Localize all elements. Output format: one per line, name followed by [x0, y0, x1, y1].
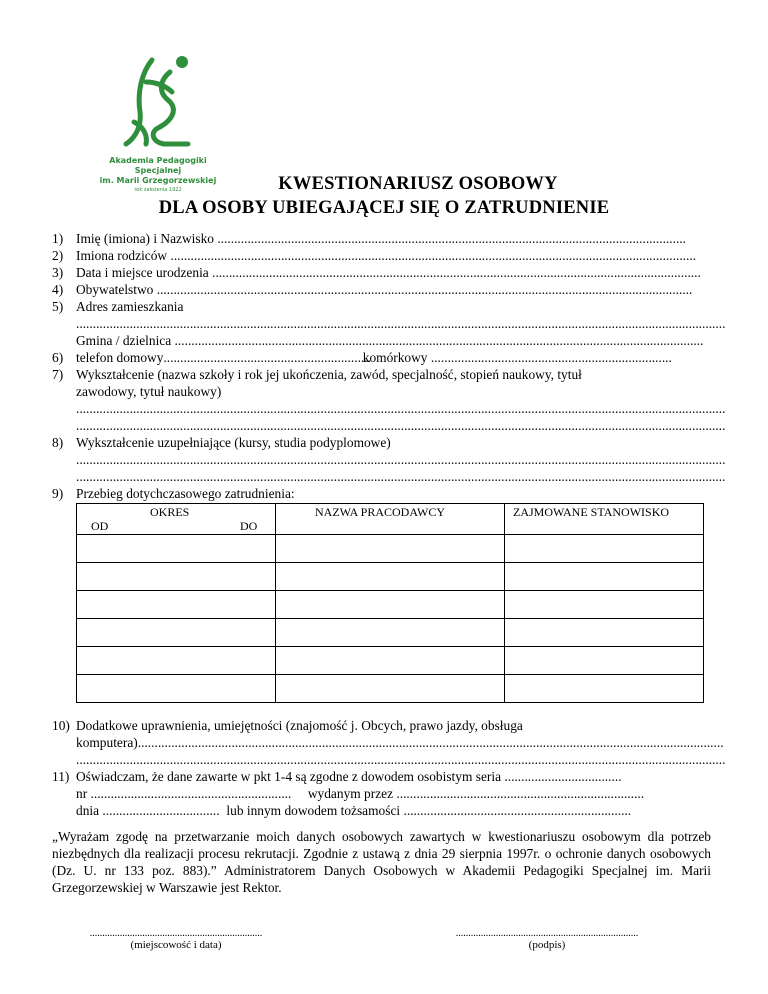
field-11-number: 11)	[52, 769, 70, 784]
phone-mobile-blank[interactable]: ........................................................................	[430, 350, 672, 365]
id-number-blank[interactable]: ............................................................	[90, 786, 292, 801]
field-8-number: 8)	[52, 435, 64, 450]
gmina-row[interactable]	[76, 333, 704, 349]
field-6-label: telefon domowy	[76, 350, 164, 365]
employer-cell[interactable]	[276, 591, 505, 619]
field-2-row[interactable]	[76, 248, 697, 264]
field-3-label: Data i miejsce urodzenia	[76, 265, 209, 280]
employer-cell[interactable]	[276, 675, 505, 703]
field-7-blank-1[interactable]: ..................................................................................................................................................................................................	[76, 401, 726, 416]
table-row	[77, 647, 704, 675]
field-11-row-2[interactable]	[76, 786, 660, 802]
position-cell[interactable]	[505, 619, 704, 647]
field-6-number: 6)	[52, 350, 64, 365]
okres-header: OKRES	[150, 505, 190, 519]
field-7-number: 7)	[52, 367, 64, 382]
position-cell[interactable]	[505, 535, 704, 563]
table-row	[77, 619, 704, 647]
field-7-label-1: Wykształcenie (nazwa szkoły i rok jej ukończenia, zawód, specjalność, stopień naukowy, tytuł	[76, 367, 582, 382]
employer-cell[interactable]	[276, 647, 505, 675]
field-8-label: Wykształcenie uzupełniające (kursy, studia podyplomowe)	[76, 435, 391, 450]
employer-header-cell	[276, 504, 505, 535]
field-5-number: 5)	[52, 299, 64, 314]
position-cell[interactable]	[505, 563, 704, 591]
field-11-row-3[interactable]	[76, 803, 645, 819]
consent-clause: „Wyrażam zgodę na przetwarzanie moich danych osobowych zawartych w kwestionariuszu osobowym dla potrzeb niezbędnych dla realizacji procesu rekrutacji. Zgodnie z ustawą z dnia 29 sierpnia 1997r. o ochronie danych osobowych (Dz. U. nr 133 poz. 883).” Administratorem Danych Osobowych w Akademii Pedagogiki Specjalnej im. Marii Grzegorzewskiej w Warszawie jest Rektor.	[52, 829, 711, 895]
issued-by-blank[interactable]: ..........................................................................	[396, 786, 645, 801]
field-3-blank[interactable]: ..................................................................................................................................................	[212, 265, 701, 280]
address-row[interactable]	[76, 316, 726, 332]
field-11-date-label: dnia	[76, 803, 100, 818]
field-2-label: Imiona rodziców	[76, 248, 168, 263]
employer-header: NAZWA PRACODAWCY	[315, 505, 446, 519]
period-cell[interactable]	[77, 535, 276, 563]
table-row	[77, 535, 704, 563]
employer-cell[interactable]	[276, 619, 505, 647]
field-11-row-1[interactable]	[76, 769, 628, 785]
field-10-label-2: komputera)	[76, 735, 138, 750]
signature-block[interactable]	[440, 928, 654, 951]
field-7-blank-2[interactable]: ..................................................................................................................................................................................................	[76, 418, 726, 433]
position-header-cell	[505, 504, 704, 535]
phone-home-blank[interactable]: ..............................................................	[163, 350, 371, 365]
field-10-blank-2[interactable]: ..................................................................................................................................................................................................	[76, 752, 726, 767]
field-9-label: Przebieg dotychczasowego zatrudnienia:	[76, 486, 295, 501]
position-cell[interactable]	[505, 647, 704, 675]
employer-cell[interactable]	[276, 563, 505, 591]
do-header: DO	[240, 519, 258, 533]
signature-line[interactable]: .........................................................................	[455, 928, 639, 939]
field-6-mobile-label: komórkowy	[362, 350, 428, 365]
employer-cell[interactable]	[276, 535, 505, 563]
logo-line-3: rok założenia 1922	[134, 187, 182, 193]
period-cell[interactable]	[77, 647, 276, 675]
other-id-blank[interactable]: ....................................................................	[403, 803, 632, 818]
field-11-other-id-label: lub innym dowodem tożsamości	[226, 803, 401, 818]
gmina-blank[interactable]: ..............................................................................................................................................................	[174, 333, 704, 348]
id-series-blank[interactable]: ...................................	[504, 769, 622, 784]
form-title-line-2: DLA OSOBY UBIEGAJĄCEJ SIĘ O ZATRUDNIENIE	[158, 198, 610, 218]
field-11-label-1: Oświadczam, że dane zawarte w pkt 1-4 są zgodne z dowodem osobistym seria	[76, 769, 502, 784]
position-cell[interactable]	[505, 591, 704, 619]
table-header-row	[77, 504, 704, 535]
place-date-signature[interactable]	[76, 928, 276, 951]
field-2-blank[interactable]: .............................................................................................................................................................	[170, 248, 697, 263]
place-date-line[interactable]: .....................................................................	[89, 928, 263, 939]
period-cell[interactable]	[77, 675, 276, 703]
field-1-blank[interactable]: ............................................................................................................................................	[217, 231, 686, 246]
address-blank[interactable]: ..................................................................................................................................................................................................	[76, 316, 726, 331]
field-10-number: 10)	[52, 718, 70, 733]
university-logo	[96, 52, 236, 193]
field-4-blank[interactable]: ................................................................................................................................................................	[156, 282, 693, 297]
period-header-cell	[77, 504, 276, 535]
position-cell[interactable]	[505, 675, 704, 703]
signature-label: (podpis)	[528, 939, 566, 951]
field-2-number: 2)	[52, 248, 64, 263]
field-1-label: Imię (imiona) i Nazwisko	[76, 231, 214, 246]
field-7-label-2: zawodowy, tytuł naukowy)	[76, 384, 222, 399]
field-1-row[interactable]	[76, 231, 686, 247]
gmina-label: Gmina / dzielnica	[76, 333, 172, 348]
field-4-label: Obywatelstwo	[76, 282, 154, 297]
field-8-blank-2[interactable]: ..................................................................................................................................................................................................	[76, 469, 726, 484]
period-cell[interactable]	[77, 563, 276, 591]
field-6-row[interactable]	[76, 350, 672, 366]
employment-table	[76, 503, 704, 703]
logo-line-1: Akademia Pedagogiki Specjalnej	[109, 156, 207, 175]
field-3-number: 3)	[52, 265, 64, 280]
field-4-row[interactable]	[76, 282, 693, 298]
period-cell[interactable]	[77, 619, 276, 647]
logo-line-2: im. Marii Grzegorzewskiej	[99, 176, 217, 185]
period-cell[interactable]	[77, 591, 276, 619]
field-10-label-1: Dodatkowe uprawnienia, umiejętności (znajomość j. Obcych, prawo jazdy, obsługa	[76, 718, 523, 733]
table-row	[77, 675, 704, 703]
field-1-number: 1)	[52, 231, 64, 246]
table-row	[77, 563, 704, 591]
position-header: ZAJMOWANE STANOWISKO	[513, 505, 670, 519]
field-8-blank-1[interactable]: ..................................................................................................................................................................................................	[76, 452, 726, 467]
table-row	[77, 591, 704, 619]
field-9-number: 9)	[52, 486, 64, 501]
figures-logo-icon	[112, 52, 204, 152]
field-4-number: 4)	[52, 282, 64, 297]
field-11-nr-label: nr	[76, 786, 88, 801]
place-date-label: (miejscowość i data)	[130, 939, 222, 951]
od-header: OD	[91, 519, 109, 533]
field-5-label: Adres zamieszkania	[76, 299, 184, 314]
field-11-issued-label: wydanym przez	[307, 786, 394, 801]
issue-date-blank[interactable]: ...................................	[102, 803, 220, 818]
field-10-row[interactable]	[76, 735, 724, 751]
field-3-row[interactable]	[76, 265, 701, 281]
form-title-line-1: KWESTIONARIUSZ OSOBOWY	[278, 174, 558, 194]
field-10-blank[interactable]: ...............................................................................................................................................................................	[137, 735, 724, 750]
